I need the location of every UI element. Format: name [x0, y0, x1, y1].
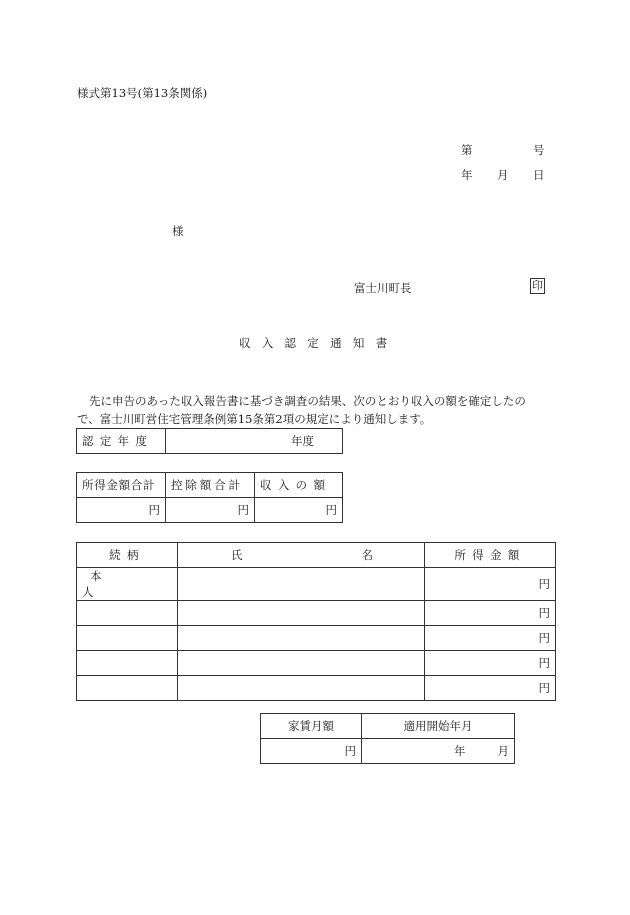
doc-title: 収入認定通知書: [239, 336, 399, 350]
start-month-header: 適用開始年月: [362, 714, 515, 739]
doc-number-prefix: 第: [461, 143, 473, 157]
name-cell: [178, 651, 425, 676]
date-year: 年: [461, 168, 473, 182]
monthly-rent-unit: 円: [261, 739, 362, 764]
total-income-unit: 円: [77, 498, 166, 523]
income-cell: 円: [425, 568, 556, 601]
name-cell: [178, 626, 425, 651]
income-header: 所得金額: [425, 543, 556, 568]
table-row: [77, 568, 556, 601]
name-cell: [178, 568, 425, 601]
issuer-title: 富士川町長: [354, 281, 412, 295]
start-month-value: [362, 739, 515, 764]
household-members-table: [76, 542, 556, 701]
income-cell: 円: [425, 601, 556, 626]
body-line-2: で、富士川町営住宅管理条例第15条第2項の規定により通知します。: [77, 412, 432, 426]
relation-cell: [77, 676, 178, 701]
total-deduction-unit: 円: [166, 498, 255, 523]
body-line-1: 先に申告のあった収入報告書に基づき調査の結果、次のとおり収入の額を確定したの: [89, 394, 526, 408]
name-cell: [178, 676, 425, 701]
income-cell: 円: [425, 651, 556, 676]
income-amount-unit: 円: [255, 498, 343, 523]
monthly-rent-header: 家賃月額: [261, 714, 362, 739]
fiscal-year-unit: 年度: [291, 434, 314, 448]
start-month-unit: 月: [497, 744, 509, 758]
table-row: [77, 676, 556, 701]
name-cell: [178, 601, 425, 626]
income-summary-table: [76, 472, 343, 523]
fiscal-year-table: [76, 428, 343, 454]
relation-header: 続柄: [77, 543, 178, 568]
start-year-unit: 年: [454, 744, 466, 758]
income-amount-header: 収入の額: [255, 473, 343, 498]
relation-cell: [77, 626, 178, 651]
income-cell: 円: [425, 676, 556, 701]
name-header-right: 名: [361, 548, 373, 562]
relation-cell: [77, 601, 178, 626]
table-row: [77, 651, 556, 676]
income-cell: 円: [425, 626, 556, 651]
total-income-header: 所得金額合計: [77, 473, 166, 498]
form-number: 様式第13号(第13条関係): [77, 86, 208, 100]
rent-table: [260, 713, 515, 764]
table-row: [77, 601, 556, 626]
relation-cell: [77, 651, 178, 676]
fiscal-year-value: [166, 429, 343, 454]
fiscal-year-label: 認定年度: [77, 429, 166, 454]
name-header: [178, 543, 425, 568]
relation-cell: 本人: [77, 568, 178, 601]
addressee-suffix: 様: [172, 224, 184, 238]
name-header-left: 氏: [231, 548, 243, 562]
seal-stamp: 印: [532, 279, 543, 292]
total-deduction-header: 控除額合計: [166, 473, 255, 498]
table-row: [77, 626, 556, 651]
date-month: 月: [497, 168, 509, 182]
date-day: 日: [533, 168, 545, 182]
doc-number-suffix: 号: [533, 143, 545, 157]
